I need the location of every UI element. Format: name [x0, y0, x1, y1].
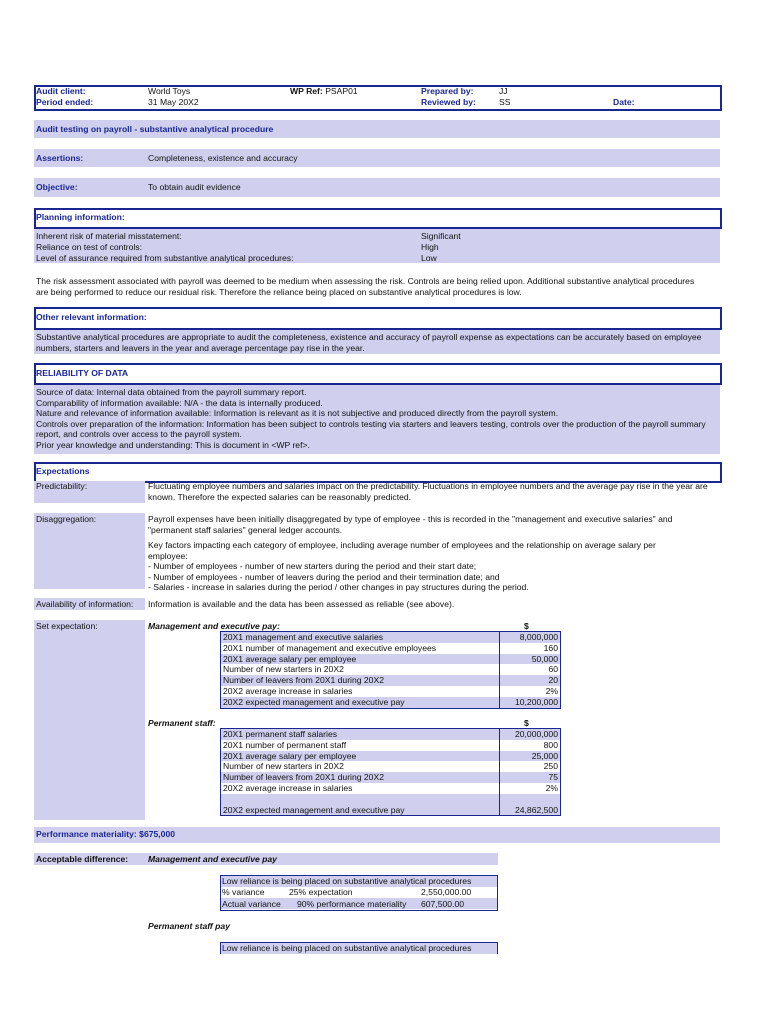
- objective-label: Objective:: [36, 182, 78, 192]
- period-label: Period ended:: [36, 97, 94, 107]
- wp-ref: [290, 86, 358, 97]
- key-factors-intro: Key factors impacting each category of employee, including average number of employees and the relationship on average salary per employee:: [148, 540, 656, 561]
- perm-currency: $: [524, 718, 529, 728]
- planning-heading-box: [34, 208, 722, 229]
- row-value: 10,200,000: [500, 697, 561, 708]
- table-row: [221, 697, 561, 708]
- table-row: [221, 740, 561, 751]
- row-value: 60: [500, 664, 561, 675]
- performance-materiality: Performance materiality: $675,000: [36, 829, 176, 839]
- row-description: 20X2 average increase in salaries: [223, 685, 353, 696]
- table-row: [221, 772, 561, 783]
- disaggregation-text: Payroll expenses have been initially disaggregated by type of employee - this is recorded in the "management and executive salaries" and "permanent staff salaries" general ledger accounts.: [148, 514, 673, 535]
- page-title: Audit testing on payroll - substantive analytical procedure: [36, 124, 274, 134]
- perm-title: Permanent staff:: [148, 718, 216, 728]
- row-value: 8,000,000: [500, 632, 561, 643]
- prepared-value: JJ: [499, 86, 508, 96]
- acceptable-perm-title: Permanent staff pay: [148, 921, 230, 931]
- mgmt-title: Management and executive pay:: [148, 621, 280, 631]
- variance-label: % variance: [222, 887, 265, 897]
- prepared-label: Prepared by:: [421, 86, 474, 96]
- assertions-band: [34, 149, 720, 167]
- reliability-line: Nature and relevance of information available: Information is relevant as it is not subjective and produced directly from the payroll system.: [36, 408, 559, 418]
- row-description: [221, 794, 500, 805]
- planning-row-label: Level of assurance required from substantive analytical procedures:: [36, 253, 294, 263]
- assertions-label: Assertions:: [36, 153, 84, 163]
- table-row: [221, 794, 561, 805]
- availability-label: Availability of information:: [36, 599, 134, 609]
- table-row: [221, 729, 561, 740]
- disaggregation-label: Disaggregation:: [36, 514, 97, 524]
- row-value: 20,000,000: [500, 729, 561, 740]
- perm-table: [220, 728, 561, 816]
- acceptable-label: Acceptable difference:: [36, 854, 129, 864]
- mgmt-reliance-text: Low reliance is being placed on substantive analytical procedures: [222, 876, 472, 886]
- reviewed-label: Reviewed by:: [421, 97, 476, 107]
- row-description: 20X2 expected management and executive pay: [221, 697, 500, 708]
- row-value: 2%: [500, 783, 561, 794]
- date-label: Date:: [613, 97, 635, 107]
- key-factor-item: - Number of employees - number of new starters during the period and their start date;: [148, 561, 477, 571]
- row-description: Number of new starters in 20X2: [223, 761, 344, 772]
- row-value: 24,862,500: [500, 805, 561, 816]
- audit-client-value: World Toys: [148, 86, 191, 96]
- planning-row-value: High: [421, 242, 439, 252]
- planning-row-label: Inherent risk of material misstatement:: [36, 231, 182, 241]
- variance-amount: 2,550,000.00: [421, 887, 472, 897]
- objective-value: To obtain audit evidence: [148, 182, 241, 192]
- table-row: [221, 686, 561, 697]
- reliability-line: Prior year knowledge and understanding: This is document in <WP ref>.: [36, 439, 310, 450]
- row-description: 20X1 number of permanent staff: [223, 739, 347, 750]
- mgmt-currency: $: [524, 621, 529, 631]
- predictability-text: Fluctuating employee numbers and salaries impact on the predictability. Fluctuations in employee numbers and the average pay rise in the year are known. Therefore the expected salaries can be reasonably predicted.: [148, 481, 708, 502]
- table-row: [221, 643, 561, 654]
- table-row: [221, 751, 561, 762]
- reliability-line: Source of data: Internal data obtained from the payroll summary report.: [36, 387, 307, 397]
- table-row: [221, 675, 561, 686]
- key-factors-list: [148, 561, 529, 593]
- table-row: [221, 654, 561, 665]
- row-description: 20X1 number of management and executive employees: [223, 642, 437, 653]
- set-expectation-label-cell: [34, 620, 145, 820]
- availability-text: Information is available and the data has been assessed as reliable (see above).: [148, 599, 455, 609]
- row-description: 20X1 permanent staff salaries: [221, 729, 500, 740]
- row-value: 50,000: [500, 654, 561, 665]
- expectations-heading: Expectations: [36, 466, 90, 476]
- other-heading: Other relevant information:: [36, 312, 147, 322]
- row-value: 2%: [500, 686, 561, 697]
- perm-reliance-text: Low reliance is being placed on substantive analytical procedures: [222, 943, 472, 953]
- planning-row-label: Reliance on test of controls:: [36, 242, 143, 252]
- row-description: 20X2 average increase in salaries: [223, 782, 353, 793]
- assertions-value: Completeness, existence and accuracy: [148, 153, 298, 163]
- row-description: 20X1 management and executive salaries: [221, 632, 500, 643]
- acceptable-mgmt-title: Management and executive pay: [148, 854, 277, 864]
- period-value: 31 May 20X2: [148, 97, 199, 107]
- key-factor-item: - Number of employees - number of leavers during the period and their termination date; and: [148, 571, 500, 582]
- reliability-heading-box: [34, 363, 722, 385]
- row-value: 20: [500, 675, 561, 686]
- row-value: 25,000: [500, 751, 561, 762]
- row-description: Number of leavers from 20X1 during 20X2: [221, 772, 500, 783]
- planning-note: The risk assessment associated with payroll was deemed to be medium when assessing the risk. Controls are being relied upon. Additional substantive analytical procedures are being performed to reduce our residual risk. Therefore the reliance being placed on substantive analytical procedures is low.: [36, 276, 695, 297]
- wp-ref-label: WP Ref:: [290, 86, 323, 96]
- actual-variance-label: Actual variance: [222, 899, 281, 909]
- wp-ref-value: PSAP01: [325, 86, 358, 96]
- table-row: [221, 632, 561, 643]
- row-value: 250: [500, 761, 561, 772]
- reviewed-value: SS: [499, 97, 511, 107]
- other-text: Substantive analytical procedures are appropriate to audit the completeness, existence and accuracy of payroll expense as expectations can be accurately based on employee numbers, starters and leavers in the year and average percentage pay rise in the year.: [36, 332, 702, 353]
- row-description: Number of new starters in 20X2: [223, 664, 344, 675]
- reliability-heading: RELIABILITY OF DATA: [36, 368, 129, 378]
- table-row: [221, 761, 561, 772]
- mgmt-table: [220, 631, 561, 709]
- reliability-line: Controls over preparation of the information: Information has been subject to controls testing via starters and leavers testing, controls over the production of the payroll summary report, and controls over access to the payroll system.: [36, 418, 706, 439]
- actual-variance-amount: 607,500.00: [421, 899, 465, 909]
- row-description: 20X1 average salary per employee: [221, 654, 500, 665]
- variance-basis: 25% expectation: [289, 887, 353, 897]
- table-row: [221, 664, 561, 675]
- row-description: 20X2 expected management and executive pay: [221, 805, 500, 816]
- audit-client-label: Audit client:: [36, 86, 86, 96]
- row-description: 20X1 average salary per employee: [221, 751, 500, 762]
- table-row: [221, 783, 561, 794]
- set-expectation-label: Set expectation:: [36, 621, 98, 631]
- predictability-label: Predictability:: [36, 481, 88, 491]
- row-value: 75: [500, 772, 561, 783]
- actual-variance-basis: 90% performance materiality: [297, 899, 407, 909]
- planning-row-value: Low: [421, 253, 437, 263]
- objective-band: [34, 178, 720, 197]
- row-description: Number of leavers from 20X1 during 20X2: [221, 675, 500, 686]
- row-value: [500, 794, 561, 805]
- row-value: 160: [500, 643, 561, 654]
- planning-heading: Planning information:: [36, 212, 125, 222]
- expectations-heading-box: [34, 462, 722, 483]
- table-row: [221, 805, 561, 816]
- planning-row-value: Significant: [421, 231, 461, 241]
- reliability-line: Comparability of information available: N/A - the data is internally produced.: [36, 397, 323, 408]
- key-factor-item: - Salaries - increase in salaries during the period / other changes in pay structures during the period.: [148, 582, 529, 592]
- row-value: 800: [500, 740, 561, 751]
- reliability-lines: [36, 387, 708, 450]
